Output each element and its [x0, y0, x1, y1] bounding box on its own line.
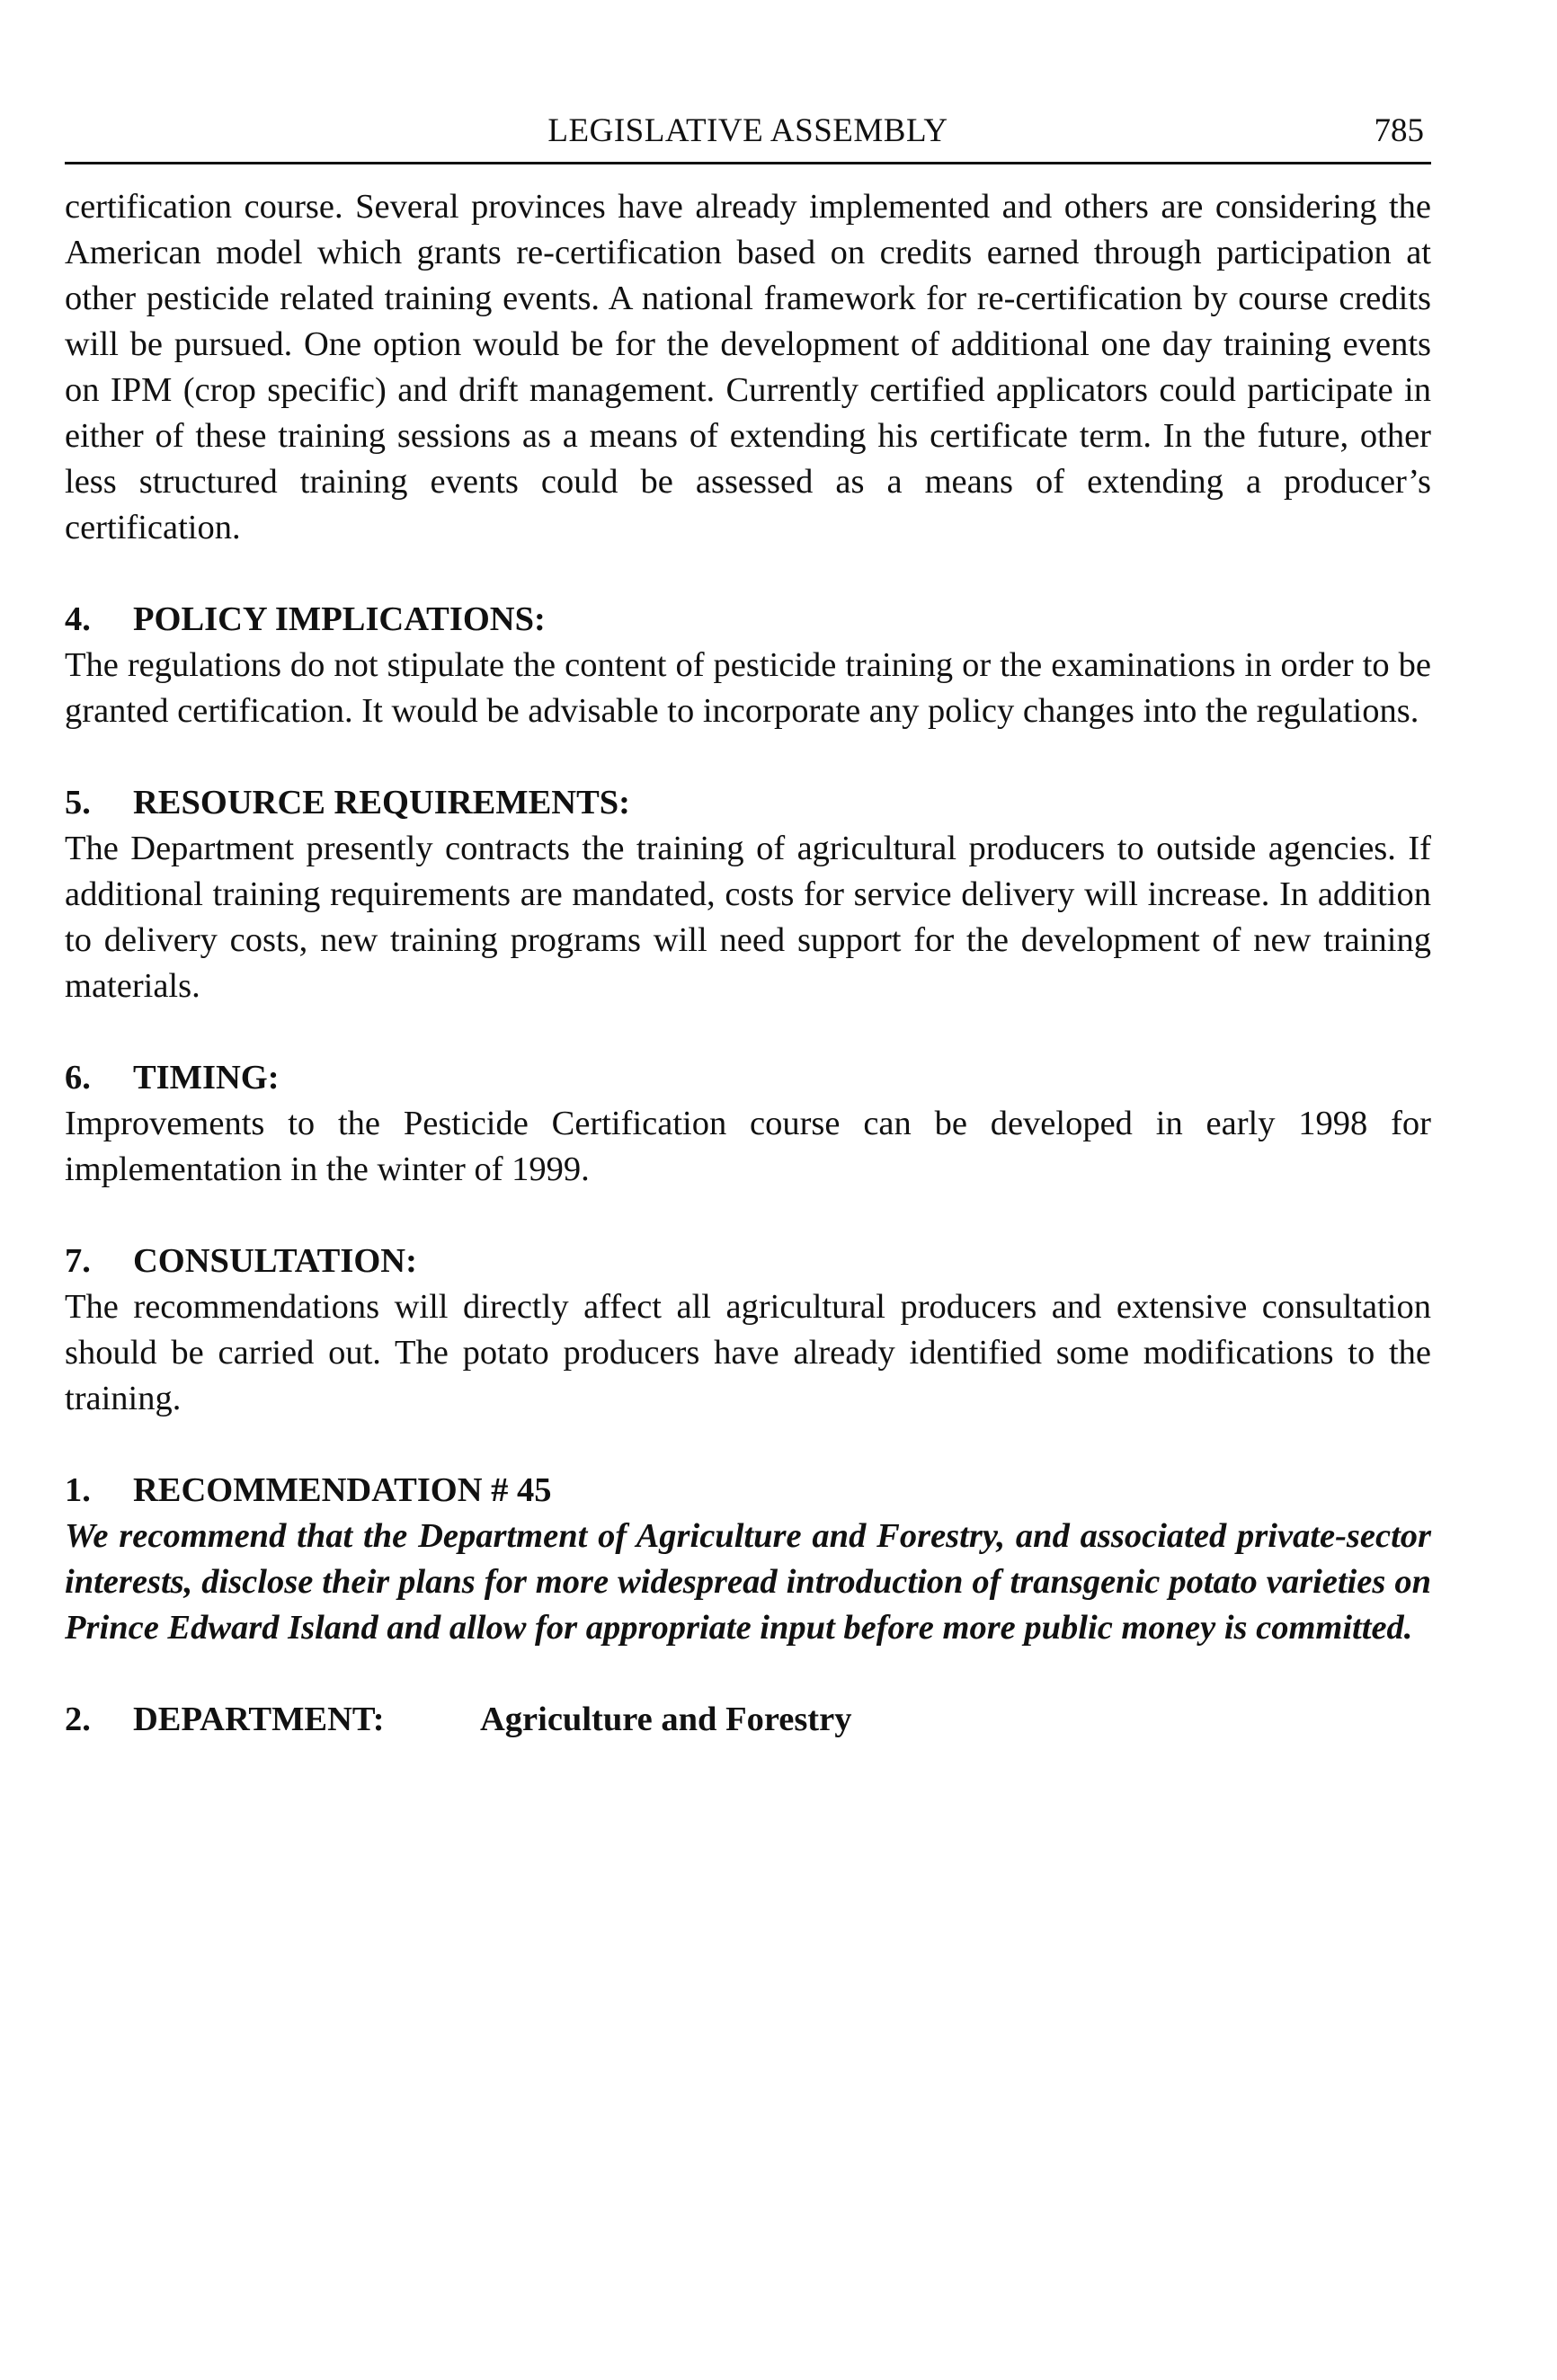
section-heading — [65, 1055, 1431, 1101]
recommendation-heading — [65, 1468, 1431, 1514]
department-number: 2. — [65, 1701, 91, 1738]
section-resource-requirements — [65, 780, 1431, 1009]
recommendation-text: We recommend that the Department of Agriculture and Forestry, and associated private-sector interests, disclose their plans for more widespread introduction of transgenic potato varieties on Prince Edward Island and allow for appropriate input before more public money is committed. — [65, 1517, 1431, 1647]
section-policy-implications — [65, 597, 1431, 734]
intro-paragraph: certification course. Several provinces have already implemented and others are considering the American model which grants re-certification based on credits earned through participation at other pesticide related training events. A national framework for re-certification by course credits will be pursued. One option would be for the development of additional one day training events on IPM (crop specific) and drift management. Currently certified applicators could participate in either of these training sessions as a means of extending his certificate term. In the future, other less structured training events could be assessed as a means of extending a producer’s certification. — [65, 188, 1431, 546]
section-heading — [65, 780, 1431, 826]
department-value: Agriculture and Forestry — [480, 1701, 852, 1738]
section-timing — [65, 1055, 1431, 1193]
page-number: 785 — [1374, 112, 1424, 149]
section-heading — [65, 597, 1431, 643]
section-title: POLICY IMPLICATIONS: — [133, 600, 546, 638]
section-title: TIMING: — [133, 1059, 280, 1097]
section-number: 7. — [65, 1242, 91, 1280]
section-body: The recommendations will directly affect all agricultural producers and extensive consultation should be carried out. The potato producers have already identified some modifications to the training. — [65, 1288, 1431, 1417]
section-title: RESOURCE REQUIREMENTS: — [133, 784, 630, 821]
department-block — [65, 1697, 1431, 1743]
document-page — [65, 108, 1431, 1743]
section-number: 4. — [65, 600, 91, 638]
department-line — [65, 1697, 1431, 1743]
section-body: The Department presently contracts the training of agricultural producers to outside agencies. If additional training requirements are mandated, costs for service delivery will increase. In addition to delivery costs, new training programs will need support for the development of new training materials. — [65, 830, 1431, 1005]
section-body: Improvements to the Pesticide Certification course can be developed in early 1998 for implementation in the winter of 1999. — [65, 1105, 1431, 1188]
section-consultation — [65, 1239, 1431, 1422]
section-number: 5. — [65, 784, 91, 821]
section-body: The regulations do not stipulate the content of pesticide training or the examinations in order to be granted certification. It would be advisable to incorporate any policy changes into the regulations. — [65, 646, 1431, 730]
page-header — [65, 108, 1431, 164]
section-title: CONSULTATION: — [133, 1242, 417, 1280]
recommendation-number: 1. — [65, 1471, 91, 1509]
recommendation-title: RECOMMENDATION # 45 — [133, 1471, 552, 1509]
section-number: 6. — [65, 1059, 91, 1097]
department-label: DEPARTMENT: — [133, 1701, 385, 1738]
section-heading — [65, 1239, 1431, 1284]
recommendation-block — [65, 1468, 1431, 1651]
header-title: LEGISLATIVE ASSEMBLY — [547, 112, 948, 149]
